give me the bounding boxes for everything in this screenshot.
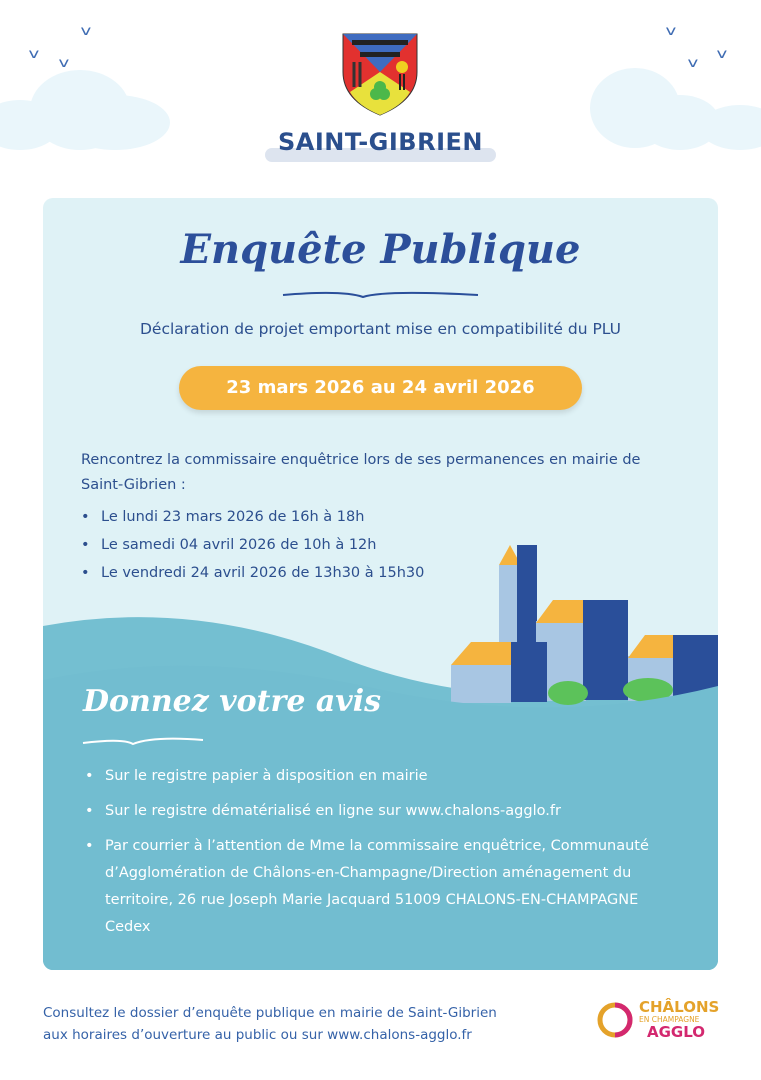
main-title: Enquête Publique [180,226,581,273]
avis-list [85,763,685,949]
bird-icon: v [716,47,728,62]
logo-text: CHÂLONS [639,998,720,1016]
list-item: • Le lundi 23 mars 2026 de 16h à 18h [81,509,424,537]
bird-icon: v [80,24,92,39]
logo-ring-icon [595,1000,635,1040]
buildings [451,545,718,705]
subtitle: Déclaration de projet emportant mise en compatibilité du PLU [139,320,622,338]
info-card [43,198,718,970]
list-item: • Sur le registre dématérialisé en ligne sur www.chalons-agglo.fr [85,798,685,825]
bird-icon: v [28,47,40,62]
footer-line: Consultez le dossier d’enquête publique en mairie de Saint-Gibrien [43,1005,497,1021]
bird-icon: v [687,56,699,71]
date-range-badge: 23 mars 2026 au 24 avril 2026 [179,366,582,410]
list-item: • Le samedi 04 avril 2026 de 10h à 12h [81,537,424,565]
chalons-agglo-logo [595,998,720,1042]
bird-icon: v [665,24,677,39]
bird-icon: v [58,56,70,71]
town-name: SAINT-GIBRIEN [278,128,483,156]
list-item: • Le vendredi 24 avril 2026 de 13h30 à 15h30 [81,565,424,593]
list-item: • Sur le registre papier à disposition en mairie [85,763,685,790]
intro-text: Rencontrez la commissaire enquêtrice lors de ses permanences en mairie de Saint-Gibrien : [81,452,641,493]
logo-text: EN CHAMPAGNE [639,1015,700,1024]
list-item: • Par courrier à l’attention de Mme la commissaire enquêtrice, Communauté d’Agglomération de Châlons-en-Champagne/Direction aménagement du territoire, 26 rue Joseph Marie Jacquard 51009 CHALONS-EN-CHAMPAGNE Cedex [85,833,685,941]
footer-text [43,1002,497,1046]
permanences-list [81,509,424,593]
footer-line: aux horaires d’ouverture au public ou sur www.chalons-agglo.fr [43,1027,472,1043]
avis-title: Donnez votre avis [83,684,382,719]
logo-text: AGGLO [647,1023,706,1041]
coat-of-arms [342,32,418,116]
